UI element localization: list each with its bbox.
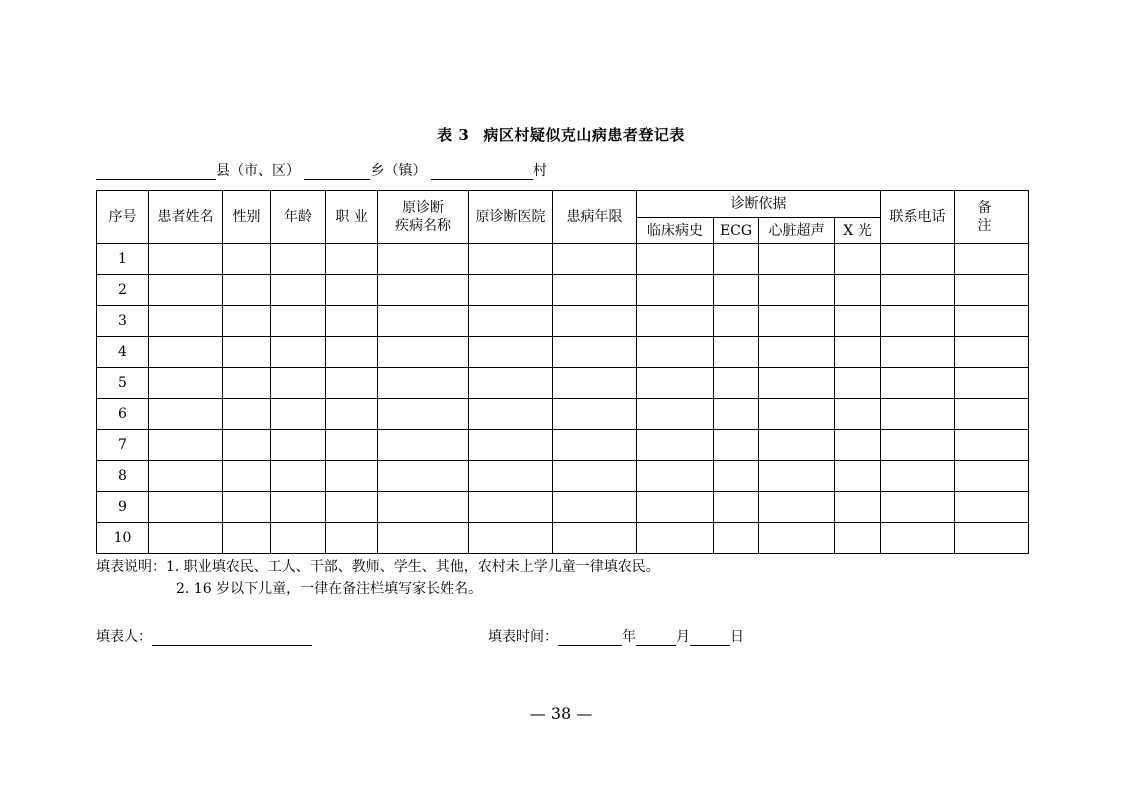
header-original-diagnosis-line2: 疾病名称 — [395, 218, 451, 234]
empty-cell[interactable] — [223, 523, 271, 554]
empty-cell[interactable] — [378, 275, 469, 306]
empty-cell[interactable] — [881, 337, 955, 368]
empty-cell[interactable] — [759, 306, 835, 337]
empty-cell[interactable] — [223, 337, 271, 368]
empty-cell[interactable] — [469, 275, 553, 306]
empty-cell[interactable] — [881, 492, 955, 523]
empty-cell[interactable] — [553, 430, 637, 461]
empty-cell[interactable] — [637, 492, 714, 523]
empty-cell[interactable] — [149, 368, 223, 399]
empty-cell[interactable] — [378, 492, 469, 523]
empty-cell[interactable] — [326, 399, 378, 430]
empty-cell[interactable] — [955, 430, 1029, 461]
empty-cell[interactable] — [378, 523, 469, 554]
empty-cell[interactable] — [223, 492, 271, 523]
empty-cell[interactable] — [378, 461, 469, 492]
table-title — [0, 124, 1122, 145]
empty-cell[interactable] — [955, 523, 1029, 554]
empty-cell[interactable] — [714, 275, 759, 306]
empty-cell[interactable] — [469, 492, 553, 523]
empty-cell[interactable] — [835, 430, 881, 461]
row-number: 1 — [97, 244, 149, 275]
empty-cell[interactable] — [759, 337, 835, 368]
empty-cell[interactable] — [378, 244, 469, 275]
township-blank[interactable] — [304, 163, 370, 180]
empty-cell[interactable] — [759, 461, 835, 492]
empty-cell[interactable] — [955, 399, 1029, 430]
empty-cell[interactable] — [149, 306, 223, 337]
header-occupation: 职 业 — [326, 191, 378, 244]
empty-cell[interactable] — [326, 275, 378, 306]
fill-time-line — [488, 628, 744, 646]
empty-cell[interactable] — [881, 275, 955, 306]
township-label: 乡（镇） — [370, 163, 427, 179]
fill-time-label: 填表时间： — [488, 629, 558, 645]
empty-cell[interactable] — [271, 368, 326, 399]
empty-cell[interactable] — [553, 275, 637, 306]
county-label: 县（市、区） — [216, 163, 300, 179]
table-row — [97, 275, 1029, 306]
empty-cell[interactable] — [881, 306, 955, 337]
empty-cell[interactable] — [759, 523, 835, 554]
empty-cell[interactable] — [553, 337, 637, 368]
empty-cell[interactable] — [637, 430, 714, 461]
header-name: 患者姓名 — [149, 191, 223, 244]
empty-cell[interactable] — [149, 275, 223, 306]
header-original-hospital: 原诊断医院 — [469, 191, 553, 244]
header-xray: X 光 — [835, 218, 881, 244]
empty-cell[interactable] — [881, 368, 955, 399]
empty-cell[interactable] — [271, 306, 326, 337]
header-original-diagnosis-line1: 原诊断 — [402, 200, 444, 216]
empty-cell[interactable] — [955, 306, 1029, 337]
row-number: 7 — [97, 430, 149, 461]
row-number: 2 — [97, 275, 149, 306]
empty-cell[interactable] — [553, 244, 637, 275]
empty-cell[interactable] — [881, 461, 955, 492]
empty-cell[interactable] — [714, 523, 759, 554]
empty-cell[interactable] — [881, 430, 955, 461]
empty-cell[interactable] — [223, 430, 271, 461]
empty-cell[interactable] — [553, 368, 637, 399]
header-clinical-history: 临床病史 — [637, 218, 714, 244]
empty-cell[interactable] — [637, 337, 714, 368]
empty-cell[interactable] — [271, 492, 326, 523]
empty-cell[interactable] — [326, 430, 378, 461]
empty-cell[interactable] — [637, 306, 714, 337]
empty-cell[interactable] — [759, 244, 835, 275]
empty-cell[interactable] — [469, 461, 553, 492]
empty-cell[interactable] — [955, 244, 1029, 275]
header-ecg: ECG — [714, 218, 759, 244]
empty-cell[interactable] — [469, 244, 553, 275]
note-line-2 — [96, 578, 660, 600]
row-number: 3 — [97, 306, 149, 337]
empty-cell[interactable] — [835, 368, 881, 399]
empty-cell[interactable] — [326, 306, 378, 337]
empty-cell[interactable] — [835, 337, 881, 368]
empty-cell[interactable] — [271, 275, 326, 306]
header-original-diagnosis — [378, 191, 469, 244]
empty-cell[interactable] — [835, 399, 881, 430]
empty-cell[interactable] — [469, 368, 553, 399]
header-seq: 序号 — [97, 191, 149, 244]
header-phone: 联系电话 — [881, 191, 955, 244]
empty-cell[interactable] — [271, 523, 326, 554]
empty-cell[interactable] — [149, 399, 223, 430]
month-label: 月 — [676, 629, 690, 645]
table-row — [97, 492, 1029, 523]
empty-cell[interactable] — [881, 244, 955, 275]
empty-cell[interactable] — [271, 337, 326, 368]
filler-line — [96, 628, 312, 646]
empty-cell[interactable] — [553, 399, 637, 430]
empty-cell[interactable] — [326, 461, 378, 492]
empty-cell[interactable] — [759, 368, 835, 399]
note-line-1 — [96, 556, 660, 578]
row-number: 9 — [97, 492, 149, 523]
empty-cell[interactable] — [149, 337, 223, 368]
empty-cell[interactable] — [553, 492, 637, 523]
empty-cell[interactable] — [553, 306, 637, 337]
filler-label: 填表人： — [96, 629, 152, 645]
empty-cell[interactable] — [223, 275, 271, 306]
empty-cell[interactable] — [759, 275, 835, 306]
table-body — [97, 244, 1029, 554]
header-diagnosis-basis: 诊断依据 — [637, 191, 881, 218]
empty-cell[interactable] — [469, 430, 553, 461]
row-number: 4 — [97, 337, 149, 368]
empty-cell[interactable] — [326, 523, 378, 554]
header-age: 年龄 — [271, 191, 326, 244]
row-number: 6 — [97, 399, 149, 430]
empty-cell[interactable] — [149, 244, 223, 275]
empty-cell[interactable] — [955, 492, 1029, 523]
year-label: 年 — [622, 629, 636, 645]
table-title-text: 病区村疑似克山病患者登记表 — [483, 126, 685, 144]
empty-cell[interactable] — [271, 244, 326, 275]
empty-cell[interactable] — [955, 275, 1029, 306]
village-label: 村 — [532, 163, 547, 179]
header-echocardiography: 心脏超声 — [759, 218, 835, 244]
row-number: 8 — [97, 461, 149, 492]
empty-cell[interactable] — [955, 461, 1029, 492]
empty-cell[interactable] — [637, 461, 714, 492]
village-blank[interactable] — [431, 163, 533, 180]
empty-cell[interactable] — [326, 244, 378, 275]
patient-register-table — [96, 190, 1029, 554]
table-row — [97, 244, 1029, 275]
empty-cell[interactable] — [149, 492, 223, 523]
table-number: 表 3 — [437, 126, 470, 144]
empty-cell[interactable] — [955, 337, 1029, 368]
empty-cell[interactable] — [835, 492, 881, 523]
note-1: 1. 职业填农民、工人、干部、教师、学生、其他，农村未上学儿童一律填农民。 — [166, 559, 660, 575]
empty-cell[interactable] — [955, 368, 1029, 399]
empty-cell[interactable] — [881, 399, 955, 430]
empty-cell[interactable] — [326, 368, 378, 399]
empty-cell[interactable] — [637, 368, 714, 399]
empty-cell[interactable] — [223, 306, 271, 337]
empty-cell[interactable] — [326, 492, 378, 523]
empty-cell[interactable] — [835, 306, 881, 337]
header-row-1 — [97, 191, 1029, 218]
page-number: — 38 — — [529, 704, 593, 723]
empty-cell[interactable] — [714, 399, 759, 430]
table-row — [97, 399, 1029, 430]
empty-cell[interactable] — [714, 306, 759, 337]
empty-cell[interactable] — [881, 523, 955, 554]
row-number: 10 — [97, 523, 149, 554]
empty-cell[interactable] — [469, 399, 553, 430]
empty-cell[interactable] — [714, 337, 759, 368]
month-blank[interactable] — [636, 629, 676, 646]
empty-cell[interactable] — [378, 430, 469, 461]
empty-cell[interactable] — [835, 244, 881, 275]
empty-cell[interactable] — [326, 337, 378, 368]
empty-cell[interactable] — [835, 461, 881, 492]
notes-prefix: 填表说明： — [96, 559, 166, 575]
table-row — [97, 430, 1029, 461]
empty-cell[interactable] — [149, 461, 223, 492]
day-blank[interactable] — [690, 629, 730, 646]
empty-cell[interactable] — [759, 399, 835, 430]
empty-cell[interactable] — [637, 275, 714, 306]
empty-cell[interactable] — [271, 399, 326, 430]
empty-cell[interactable] — [714, 492, 759, 523]
row-number: 5 — [97, 368, 149, 399]
empty-cell[interactable] — [378, 399, 469, 430]
empty-cell[interactable] — [637, 523, 714, 554]
county-blank[interactable] — [96, 163, 216, 180]
empty-cell[interactable] — [759, 430, 835, 461]
empty-cell[interactable] — [271, 430, 326, 461]
empty-cell[interactable] — [835, 523, 881, 554]
empty-cell[interactable] — [553, 523, 637, 554]
empty-cell[interactable] — [469, 306, 553, 337]
empty-cell[interactable] — [149, 430, 223, 461]
empty-cell[interactable] — [714, 368, 759, 399]
empty-cell[interactable] — [469, 523, 553, 554]
filling-notes — [96, 556, 660, 600]
year-blank[interactable] — [558, 629, 622, 646]
table-row — [97, 337, 1029, 368]
header-remark: 备 注 — [955, 191, 1029, 244]
table-row — [97, 461, 1029, 492]
empty-cell[interactable] — [378, 306, 469, 337]
table-row — [97, 368, 1029, 399]
empty-cell[interactable] — [149, 523, 223, 554]
empty-cell[interactable] — [223, 461, 271, 492]
table-row — [97, 306, 1029, 337]
table-row — [97, 523, 1029, 554]
region-line — [96, 162, 547, 180]
note-2: 2. 16 岁以下儿童，一律在备注栏填写家长姓名。 — [176, 581, 483, 597]
empty-cell[interactable] — [637, 244, 714, 275]
filler-blank[interactable] — [152, 629, 312, 646]
empty-cell[interactable] — [223, 244, 271, 275]
empty-cell[interactable] — [714, 461, 759, 492]
empty-cell[interactable] — [759, 492, 835, 523]
header-disease-years: 患病年限 — [553, 191, 637, 244]
empty-cell[interactable] — [271, 461, 326, 492]
empty-cell[interactable] — [223, 399, 271, 430]
empty-cell[interactable] — [637, 399, 714, 430]
empty-cell[interactable] — [469, 337, 553, 368]
day-label: 日 — [730, 629, 744, 645]
empty-cell[interactable] — [378, 337, 469, 368]
empty-cell[interactable] — [714, 430, 759, 461]
empty-cell[interactable] — [553, 461, 637, 492]
empty-cell[interactable] — [714, 244, 759, 275]
empty-cell[interactable] — [378, 368, 469, 399]
empty-cell[interactable] — [223, 368, 271, 399]
empty-cell[interactable] — [835, 275, 881, 306]
header-sex: 性别 — [223, 191, 271, 244]
